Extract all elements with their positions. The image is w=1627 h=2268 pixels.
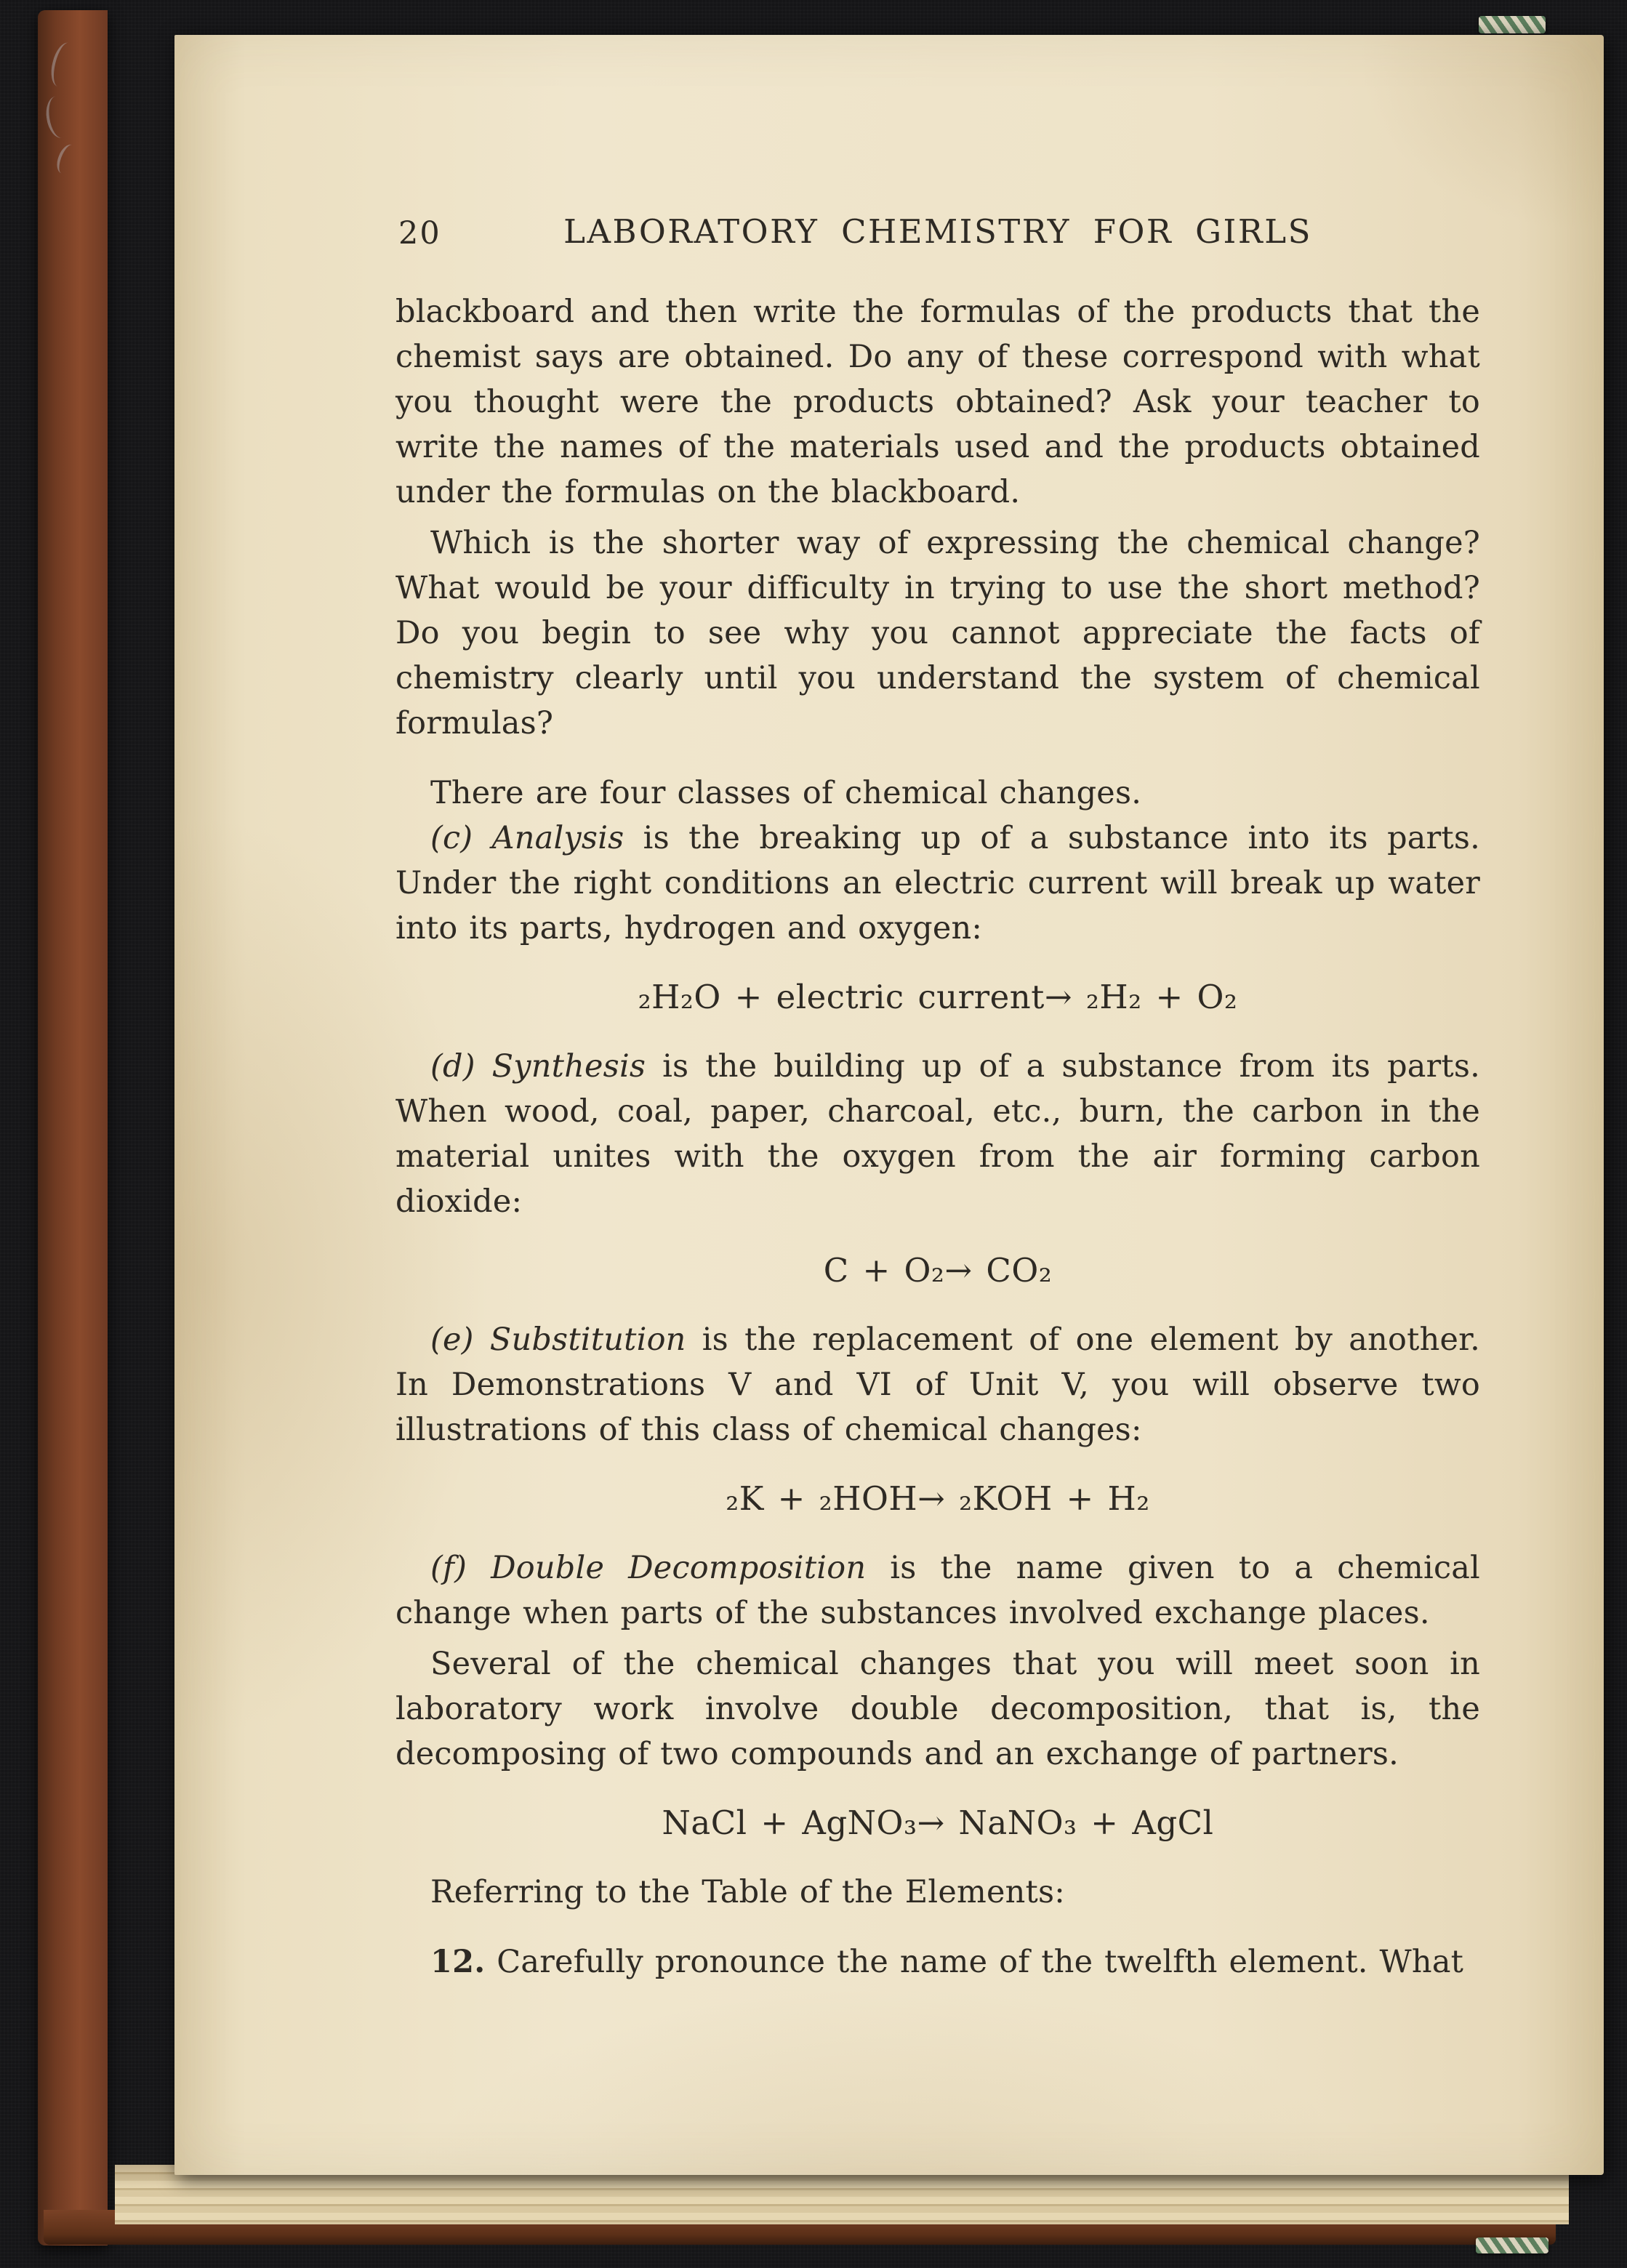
equation-synthesis: C + O₂→ CO₂: [823, 1251, 1053, 1290]
equation-substitution: ₂K + ₂HOH→ ₂KOH + H₂: [726, 1479, 1150, 1518]
double-decomposition-text: is the name given to a chemical change when parts of the substances involved exchange places.: [395, 1550, 1481, 1631]
paragraph-analysis: [395, 816, 1480, 951]
section-label-d: (d): [430, 1048, 492, 1085]
book-cover-spine: [38, 10, 108, 2245]
equation-analysis: ₂H₂O + electric current→ ₂H₂ + O₂: [638, 978, 1238, 1016]
question-12: [395, 1939, 1480, 1984]
paragraph-several-changes: Several of the chemical changes that you will meet soon in laboratory work involve double decomposition, that is, the decomposing of two compounds and an exchange of partners.: [395, 1646, 1480, 1772]
paragraph-referring: Referring to the Table of the Elements:: [430, 1874, 1065, 1910]
headband-tail: [1476, 2237, 1548, 2253]
running-title: LABORATORY CHEMISTRY FOR GIRLS: [563, 212, 1312, 251]
text-column: [395, 212, 1480, 1984]
section-label-e: (e): [430, 1322, 490, 1358]
analysis-text: is the breaking up of a substance into its parts. Under the right conditions an electric current will break up water into its parts, hydrogen and oxygen:: [395, 820, 1481, 946]
paragraph-substitution: [395, 1317, 1480, 1452]
headband-top: [1479, 16, 1546, 33]
paragraph-shorter-way: Which is the shorter way of expressing the chemical change? What would be your difficulty in trying to use the short method? Do you begin to see why you cannot appreciate the facts of chemistry clearly until you understand the system of chemical formulas?: [395, 525, 1480, 741]
section-label-c: (c): [430, 820, 492, 856]
page-header: [395, 212, 1480, 259]
term-substitution: Substitution: [489, 1322, 686, 1358]
paragraph-four-classes: There are four classes of chemical changes.: [430, 775, 1142, 811]
term-synthesis: Synthesis: [491, 1048, 646, 1085]
question-number: 12.: [430, 1944, 486, 1980]
paragraph-synthesis: [395, 1044, 1480, 1224]
term-analysis: Analysis: [491, 820, 624, 856]
synthesis-text: is the building up of a substance from its parts. When wood, coal, paper, charcoal, etc., burn, the carbon in the material unites with the oxygen from the air forming carbon dioxide:: [395, 1048, 1481, 1220]
paragraph-continuation: blackboard and then write the formulas of the products that the chemist says are obtained. Do any of these correspond with what you thought were the products obtained? Ask your teacher to write the names of the materials used and the products obtained under the formulas on the blackboard.: [395, 294, 1480, 510]
term-double-decomposition: Double Decomposition: [491, 1550, 867, 1586]
section-label-f: (f): [430, 1550, 491, 1586]
question-text: Carefully pronounce the name of the twelfth element. What: [485, 1944, 1464, 1980]
paragraph-double-decomposition: [395, 1545, 1480, 1636]
book-page: [174, 35, 1604, 2175]
equation-double-decomposition: NaCl + AgNO₃→ NaNO₃ + AgCl: [662, 1803, 1214, 1842]
page-number: 20: [398, 215, 441, 252]
substitution-text: is the replacement of one element by another. In Demonstrations V and VI of Unit V, you will observe two illustrations of this class of chemical changes:: [395, 1322, 1481, 1448]
